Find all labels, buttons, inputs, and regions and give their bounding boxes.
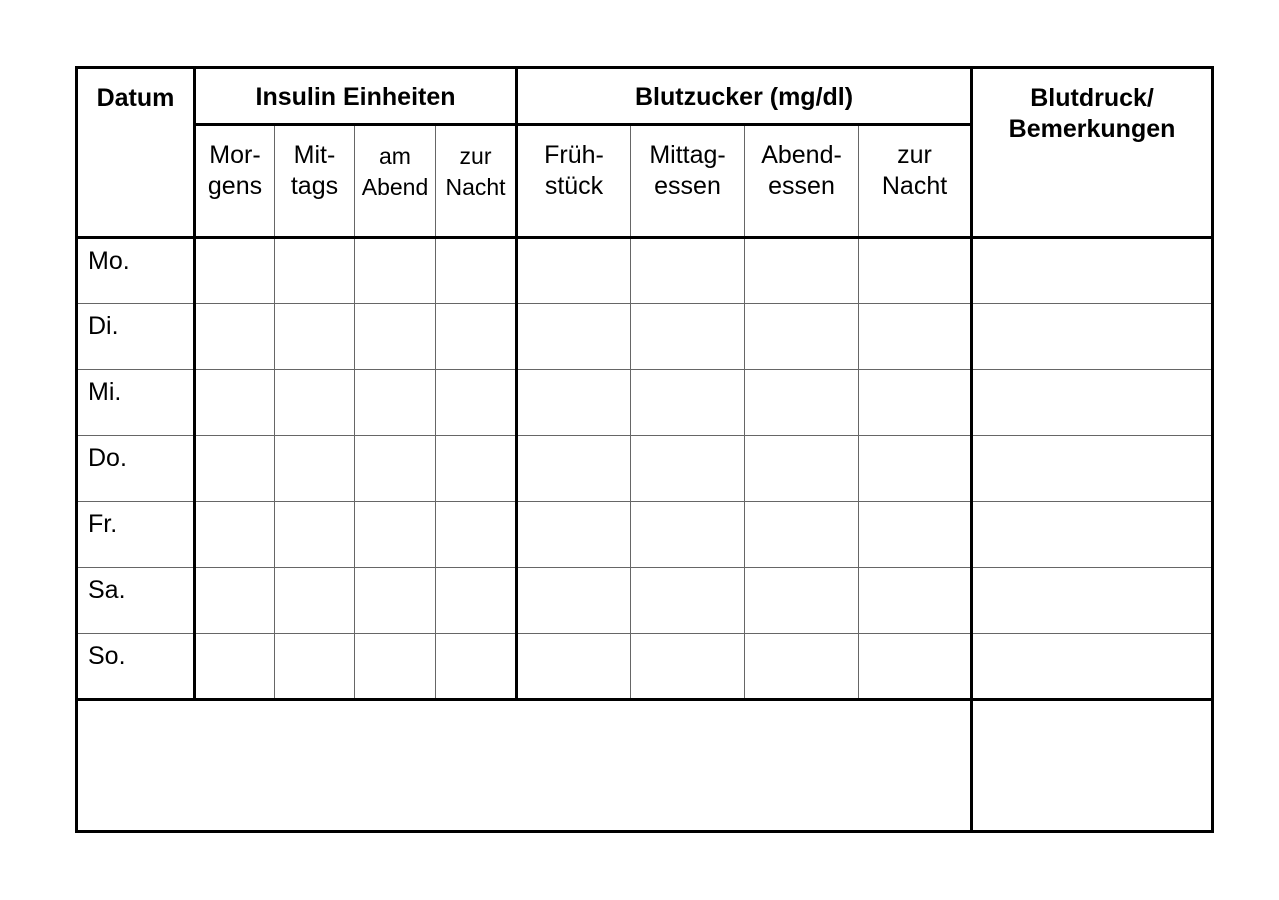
entry-cell[interactable] <box>859 502 972 568</box>
entry-cell[interactable] <box>275 634 355 700</box>
col-header-morgens <box>195 125 275 238</box>
entry-cell[interactable] <box>859 436 972 502</box>
entry-cell[interactable] <box>745 502 859 568</box>
entry-cell[interactable] <box>859 238 972 304</box>
entry-cell[interactable] <box>517 436 631 502</box>
table-row <box>77 634 1213 700</box>
header-blutdruck-line2: Bemerkungen <box>1008 115 1176 143</box>
entry-cell[interactable] <box>436 634 517 700</box>
table-row <box>77 436 1213 502</box>
entry-cell[interactable] <box>745 370 859 436</box>
table-row <box>77 238 1213 304</box>
entry-cell[interactable] <box>195 568 275 634</box>
header-datum-label: Datum <box>96 84 175 112</box>
notes-cell[interactable] <box>972 634 1213 700</box>
entry-cell[interactable] <box>745 634 859 700</box>
entry-cell[interactable] <box>195 436 275 502</box>
entry-cell[interactable] <box>859 370 972 436</box>
entry-cell[interactable] <box>355 238 436 304</box>
col-header-text: zur <box>897 141 932 169</box>
entry-cell[interactable] <box>355 304 436 370</box>
entry-cell[interactable] <box>436 304 517 370</box>
entry-cell[interactable] <box>631 304 745 370</box>
notes-cell[interactable] <box>972 238 1213 304</box>
header-blutzucker-label: Blutzucker (mg/dl) <box>634 83 854 111</box>
entry-cell[interactable] <box>631 436 745 502</box>
col-header-text: essen <box>654 172 721 200</box>
entry-cell[interactable] <box>631 568 745 634</box>
col-header-text: essen <box>768 172 835 200</box>
day-label: So. <box>77 634 195 700</box>
entry-cell[interactable] <box>355 436 436 502</box>
entry-cell[interactable] <box>275 568 355 634</box>
diabetes-log-table <box>75 66 1214 833</box>
col-header-zur-nacht-insulin <box>436 125 517 238</box>
entry-cell[interactable] <box>275 238 355 304</box>
col-header-text: am <box>379 143 411 169</box>
entry-cell[interactable] <box>436 370 517 436</box>
entry-cell[interactable] <box>275 304 355 370</box>
entry-cell[interactable] <box>436 502 517 568</box>
table-row <box>77 304 1213 370</box>
entry-cell[interactable] <box>195 304 275 370</box>
entry-cell[interactable] <box>745 238 859 304</box>
col-header-text: Abend- <box>761 141 842 169</box>
footer-row <box>77 700 1213 832</box>
footer-summary-cell[interactable] <box>77 700 972 832</box>
header-blutdruck <box>972 68 1213 238</box>
entry-cell[interactable] <box>517 304 631 370</box>
col-header-abendessen <box>745 125 859 238</box>
day-label: Sa. <box>77 568 195 634</box>
col-header-text: Nacht <box>881 172 948 200</box>
header-row-groups <box>77 68 1213 125</box>
entry-cell[interactable] <box>859 568 972 634</box>
col-header-text: Mittag- <box>649 141 726 169</box>
entry-cell[interactable] <box>355 370 436 436</box>
day-label: Do. <box>77 436 195 502</box>
header-datum <box>77 68 195 238</box>
notes-cell[interactable] <box>972 502 1213 568</box>
day-label: Mo. <box>77 238 195 304</box>
header-insulin-label: Insulin Einheiten <box>255 83 456 111</box>
header-blutdruck-line1: Blutdruck/ <box>1030 84 1154 112</box>
col-header-text: Mit- <box>293 141 336 169</box>
entry-cell[interactable] <box>355 634 436 700</box>
header-insulin <box>195 68 517 125</box>
entry-cell[interactable] <box>517 502 631 568</box>
col-header-text: Mor- <box>209 141 261 169</box>
entry-cell[interactable] <box>859 304 972 370</box>
entry-cell[interactable] <box>517 634 631 700</box>
entry-cell[interactable] <box>275 370 355 436</box>
entry-cell[interactable] <box>195 238 275 304</box>
col-header-text: Nacht <box>445 174 506 200</box>
table-row <box>77 370 1213 436</box>
entry-cell[interactable] <box>631 634 745 700</box>
col-header-text: Früh- <box>544 141 604 169</box>
table-row <box>77 502 1213 568</box>
entry-cell[interactable] <box>436 436 517 502</box>
entry-cell[interactable] <box>745 436 859 502</box>
col-header-fruehstueck <box>517 125 631 238</box>
entry-cell[interactable] <box>745 568 859 634</box>
col-header-mittagessen <box>631 125 745 238</box>
notes-cell[interactable] <box>972 436 1213 502</box>
col-header-am-abend <box>355 125 436 238</box>
entry-cell[interactable] <box>631 502 745 568</box>
entry-cell[interactable] <box>275 502 355 568</box>
notes-cell[interactable] <box>972 370 1213 436</box>
entry-cell[interactable] <box>859 634 972 700</box>
entry-cell[interactable] <box>355 502 436 568</box>
entry-cell[interactable] <box>517 238 631 304</box>
entry-cell[interactable] <box>517 370 631 436</box>
col-header-text: Abend <box>361 174 429 200</box>
entry-cell[interactable] <box>275 436 355 502</box>
entry-cell[interactable] <box>631 238 745 304</box>
entry-cell[interactable] <box>195 634 275 700</box>
table-row <box>77 568 1213 634</box>
entry-cell[interactable] <box>436 568 517 634</box>
day-label: Fr. <box>77 502 195 568</box>
col-header-text: zur <box>459 143 492 169</box>
day-label: Mi. <box>77 370 195 436</box>
header-blutzucker <box>517 68 972 125</box>
notes-cell[interactable] <box>972 568 1213 634</box>
day-label: Di. <box>77 304 195 370</box>
footer-notes-cell[interactable] <box>972 700 1213 832</box>
entry-cell[interactable] <box>517 568 631 634</box>
entry-cell[interactable] <box>195 370 275 436</box>
entry-cell[interactable] <box>355 568 436 634</box>
entry-cell[interactable] <box>631 370 745 436</box>
entry-cell[interactable] <box>436 238 517 304</box>
entry-cell[interactable] <box>745 304 859 370</box>
col-header-text: stück <box>544 172 604 200</box>
col-header-text: gens <box>207 172 263 200</box>
col-header-text: tags <box>290 172 339 200</box>
col-header-zur-nacht-blutzucker <box>859 125 972 238</box>
entry-cell[interactable] <box>195 502 275 568</box>
col-header-mittags <box>275 125 355 238</box>
notes-cell[interactable] <box>972 304 1213 370</box>
